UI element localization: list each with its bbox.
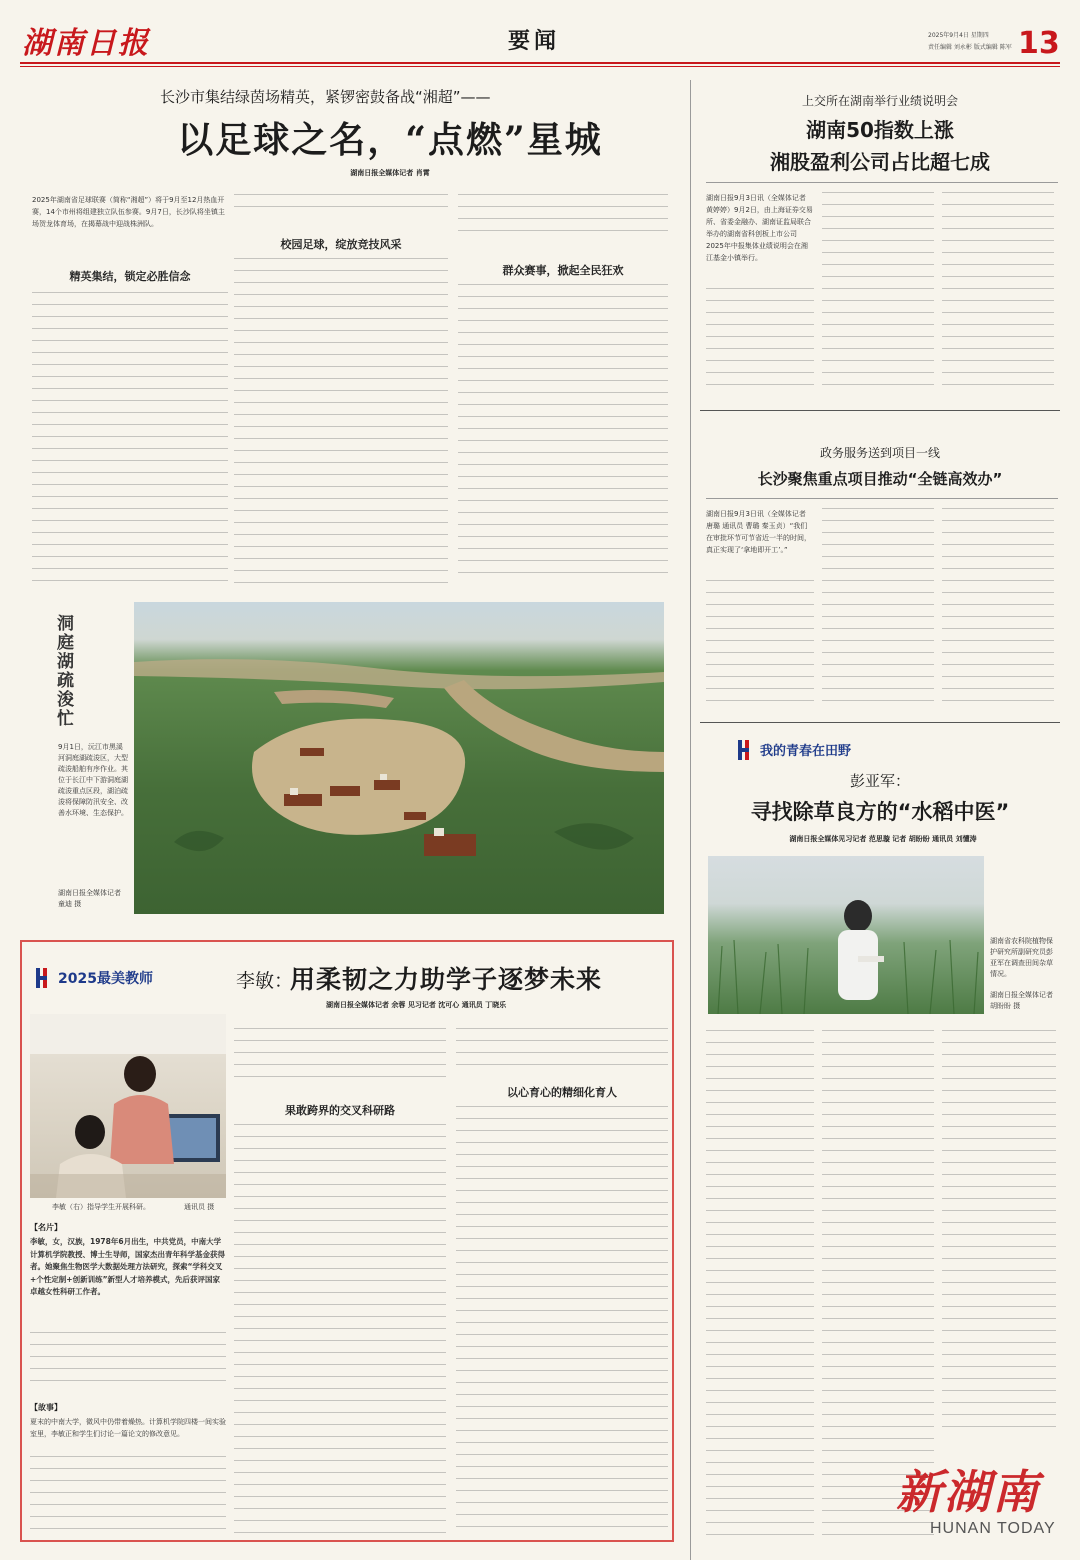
youth-column-logo bbox=[738, 740, 756, 760]
section-title: 要闻 bbox=[508, 28, 561, 54]
youth-byline: 湖南日报全媒体见习记者 范思璇 记者 胡盼盼 通讯员 刘懂涛 bbox=[789, 835, 977, 843]
teacher-card-text-more bbox=[30, 1332, 226, 1392]
market-rule bbox=[706, 182, 1058, 183]
lead-col3-text-a bbox=[458, 194, 668, 234]
columns-mark-icon bbox=[36, 968, 54, 988]
masthead-rule-thin bbox=[20, 66, 1060, 67]
youth-photo-caption: 湖南省农科院植物保护研究所副研究员彭亚军在调查田间杂草情况。 bbox=[990, 937, 1053, 978]
teacher-card-text: 李敏，女，汉族，1978年6月出生，中共党员，中南大学计算机学院教授、博士生导师，国家杰出青年科学基金获得者。她聚焦生物医学大数据处理方法研究，探索“学科交叉+个性定制+创新训练”新型人才培养模式，先后获评国家卓越女性科研工作者。 bbox=[30, 1237, 225, 1296]
teacher-student-illustration bbox=[30, 1014, 226, 1198]
editors-line: 责任编辑 刘永彬 版式编辑 陈军 bbox=[928, 44, 1012, 51]
youth-title: 寻找除草良方的“水稻中医” bbox=[750, 800, 1010, 824]
teacher-story-label: 【故事】 bbox=[30, 1403, 62, 1412]
teacher-col3-text-b bbox=[456, 1106, 668, 1536]
lake-photo bbox=[134, 602, 664, 914]
gov-col1-text bbox=[706, 580, 814, 708]
teacher-title: 用柔韧之力助学子逐梦未来 bbox=[290, 965, 603, 994]
date-line: 2025年9月4日 星期四 bbox=[928, 32, 989, 39]
teacher-person: 李敏： bbox=[236, 970, 294, 992]
youth-col3-text bbox=[942, 1030, 1056, 1430]
teacher-story-text-more bbox=[30, 1456, 226, 1534]
rice-field-illustration bbox=[708, 856, 984, 1014]
gov-col2-text bbox=[822, 508, 934, 708]
youth-person: 彭亚军： bbox=[850, 772, 911, 790]
photo-vertical-title: 洞庭湖疏浚忙 bbox=[53, 614, 73, 728]
youth-photo bbox=[708, 856, 984, 1014]
photo-credit: 湖南日报全媒体记者 童迪 摄 bbox=[58, 889, 121, 908]
lead-col2-text-a bbox=[234, 194, 448, 218]
lead-subhead-1: 精英集结，锁定必胜信念 bbox=[69, 270, 191, 283]
market-title-1: 湖南50指数上涨 bbox=[806, 118, 954, 142]
gov-col3-text bbox=[942, 508, 1054, 708]
teacher-card-label: 【名片】 bbox=[30, 1223, 62, 1232]
lead-intro: 2025年湖南省足球联赛（简称“湘超”）将于9月至12月热血开赛，14个市州将组建独立队伍参赛。9月7日，长沙队将坐镇主场贺龙体育场，在揭幕战中迎战株洲队。 bbox=[32, 196, 225, 228]
dredging-scene-illustration bbox=[134, 602, 664, 914]
teacher-col3-text-a bbox=[456, 1028, 668, 1076]
gov-bottom-rule bbox=[700, 722, 1060, 723]
masthead-rule bbox=[20, 62, 1060, 64]
brand-logo: 新湖南 bbox=[896, 1465, 1040, 1519]
market-bottom-rule bbox=[700, 410, 1060, 411]
market-title-2: 湘股盈利公司占比超七成 bbox=[770, 150, 990, 174]
youth-photo-credit: 湖南日报全媒体记者 胡盼盼 摄 bbox=[990, 991, 1053, 1010]
teacher-photo-caption: 李敏（右）指导学生开展科研。 bbox=[52, 1203, 150, 1211]
photo-caption: 9月1日，沅江市黑溪河洞庭湖疏浚区，大型疏浚船舶有序作业。其位于长江中下游洞庭湖疏浚重点区段，湖泊疏浚将保障防汛安全、改善水环境、生态保护。 bbox=[58, 743, 128, 817]
brand-english: HUNAN TODAY bbox=[930, 1520, 1056, 1537]
teacher-story-text: 夏末的中南大学，微风中仍带着燥热。计算机学院四楼一间实验室里，李敏正和学生们讨论一篇论文的修改意见。 bbox=[30, 1418, 226, 1438]
teacher-byline: 湖南日报全媒体记者 余蓉 见习记者 沈可心 通讯员 丁晓乐 bbox=[326, 1001, 507, 1009]
teacher-col2-text-b bbox=[234, 1124, 446, 1536]
youth-column-tag: 我的青春在田野 bbox=[760, 744, 852, 759]
masthead-logo: 湖南日报 bbox=[22, 26, 150, 61]
gov-rule bbox=[706, 498, 1058, 499]
gov-kicker: 政务服务送到项目一线 bbox=[819, 446, 940, 460]
lead-byline: 湖南日报全媒体记者 肖霄 bbox=[350, 169, 430, 177]
lead-kicker: 长沙市集结绿茵场精英，紧锣密鼓备战“湘超”—— bbox=[160, 88, 491, 106]
teacher-column-logo bbox=[36, 968, 54, 988]
lead-subhead-2: 校园足球，绽放竞技风采 bbox=[280, 238, 402, 251]
lead-col3-text-b bbox=[458, 284, 668, 584]
market-col3-text bbox=[942, 192, 1054, 396]
teacher-subhead-2: 以心育心的精细化育人 bbox=[507, 1086, 617, 1099]
lead-col1-text bbox=[32, 292, 228, 584]
lead-title: 以足球之名，“点燃”星城 bbox=[177, 119, 603, 161]
youth-col1-text bbox=[706, 1030, 814, 1540]
columns-mark-icon bbox=[738, 740, 756, 760]
lead-subhead-3: 群众赛事，掀起全民狂欢 bbox=[502, 264, 624, 277]
column-divider bbox=[690, 80, 691, 1560]
market-kicker: 上交所在湖南举行业绩说明会 bbox=[801, 94, 958, 108]
market-col1-text bbox=[706, 288, 814, 396]
market-lead: 湖南日报9月3日讯（全媒体记者 黄婷婷）9月2日，由上海证券交易所、省委金融办、湖南证监局联合举办的湖南省科创板上市公司2025年中报集体业绩说明会在湘江基金小镇举行。 bbox=[706, 194, 813, 262]
teacher-photo bbox=[30, 1014, 226, 1198]
lead-col2-text-b bbox=[234, 258, 448, 584]
page-number: 13 bbox=[1018, 26, 1060, 61]
market-col2-text bbox=[822, 192, 934, 396]
teacher-col2-text-a bbox=[234, 1028, 446, 1084]
teacher-column-tag: 2025最美教师 bbox=[58, 971, 153, 987]
teacher-subhead-1: 果敢跨界的交叉科研路 bbox=[285, 1104, 395, 1117]
gov-title: 长沙聚焦重点项目推动“全链高效办” bbox=[757, 470, 1003, 488]
gov-lead: 湖南日报9月3日讯（全媒体记者 唐璐 通讯员 曹璐 秦玉贞）“我们在审批环节可节省近一半的时间，真正实现了‘拿地即开工’。” bbox=[706, 510, 811, 554]
teacher-photo-credit: 通讯员 摄 bbox=[184, 1203, 215, 1211]
